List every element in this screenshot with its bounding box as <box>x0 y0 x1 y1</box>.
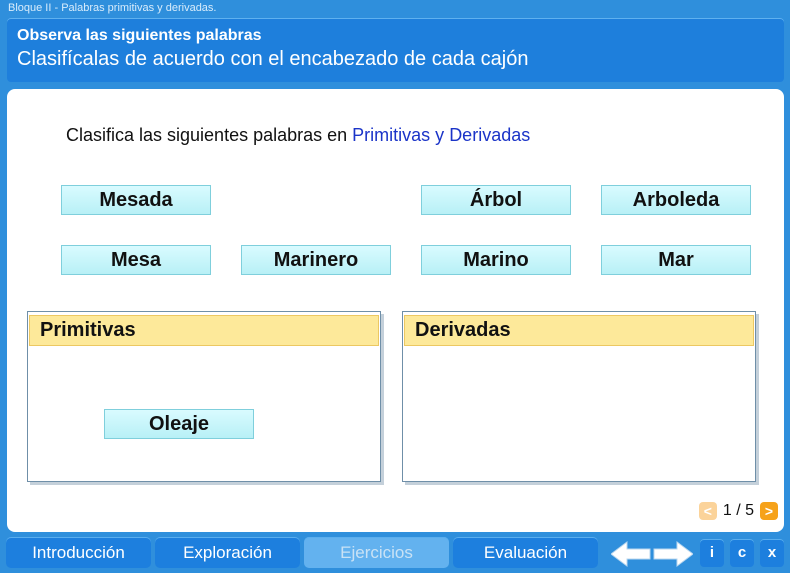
breadcrumb: Bloque II - Palabras primitivas y derivadas. <box>8 2 217 14</box>
header-banner <box>7 18 784 82</box>
exercise-panel <box>7 89 784 532</box>
info-button[interactable]: i <box>700 539 724 567</box>
word-card-arbol[interactable]: Árbol <box>421 185 571 215</box>
close-button[interactable]: x <box>760 539 784 567</box>
tab-ejercicios[interactable]: Ejercicios <box>304 537 449 568</box>
forward-arrow-icon[interactable] <box>653 541 693 567</box>
word-card-mesada[interactable]: Mesada <box>61 185 211 215</box>
drop-box-primitivas[interactable] <box>27 311 381 482</box>
word-card-oleaje[interactable]: Oleaje <box>104 409 254 439</box>
drop-box-derivadas[interactable] <box>402 311 756 482</box>
pager-next-button[interactable]: > <box>760 502 778 520</box>
instruction-joiner: y <box>430 125 450 145</box>
pager-indicator: 1 / 5 <box>722 502 754 519</box>
header-subtitle: Clasifícalas de acuerdo con el encabezado de cada cajón <box>17 48 529 70</box>
word-card-marino[interactable]: Marino <box>421 245 571 275</box>
tab-exploracion[interactable]: Exploración <box>155 537 300 568</box>
instruction-lead: Clasifica las siguientes palabras en <box>66 125 353 145</box>
word-card-marinero[interactable]: Marinero <box>241 245 391 275</box>
back-arrow-icon[interactable] <box>611 541 651 567</box>
header-title: Observa las siguientes palabras <box>17 27 262 44</box>
word-card-arboleda[interactable]: Arboleda <box>601 185 751 215</box>
tab-introduccion[interactable]: Introducción <box>6 537 151 568</box>
box-header-derivadas: Derivadas <box>404 315 754 346</box>
tab-evaluacion[interactable]: Evaluación <box>453 537 598 568</box>
word-card-mar[interactable]: Mar <box>601 245 751 275</box>
box-header-primitivas: Primitivas <box>29 315 379 346</box>
instruction-cat2: Derivadas <box>449 125 531 145</box>
instruction-cat1: Primitivas <box>352 125 431 145</box>
word-card-mesa[interactable]: Mesa <box>61 245 211 275</box>
pager <box>699 502 778 520</box>
pager-prev-button[interactable]: < <box>699 502 717 520</box>
bottom-navbar <box>0 536 790 573</box>
instruction-text <box>66 125 530 146</box>
credits-button[interactable]: c <box>730 539 754 567</box>
